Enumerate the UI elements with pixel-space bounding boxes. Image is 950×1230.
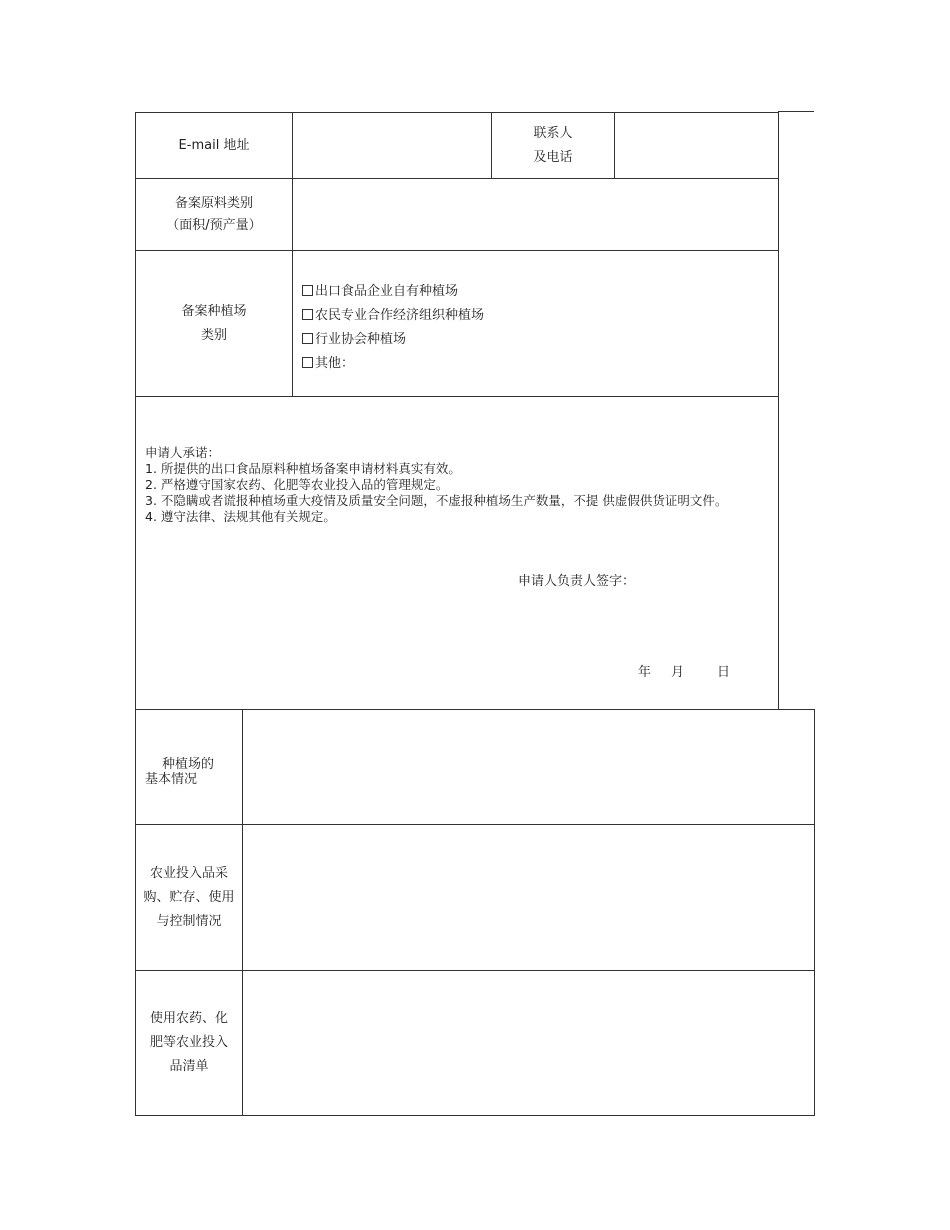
inputs-label-line1: 农业投入品采 <box>149 865 228 881</box>
list-value-cell[interactable] <box>242 970 815 1116</box>
contact-value-cell[interactable] <box>614 112 779 179</box>
farm-basic-value-cell[interactable] <box>242 709 815 825</box>
material-label-line1: 备案原料类别 <box>174 195 253 211</box>
farm-basic-label-cell <box>135 709 243 825</box>
inputs-value-cell[interactable] <box>242 824 815 971</box>
checkbox-icon[interactable] <box>302 357 313 368</box>
promise-item-2: 2. 严格遵守国家农药、化肥等农业投入品的管理规定。 <box>145 477 449 492</box>
inputs-label-cell <box>135 824 243 971</box>
farm-type-label-cell <box>135 250 293 397</box>
farm-type-option-other[interactable]: 其他： <box>302 352 778 376</box>
promise-item-1: 1. 所提供的出口食品原料种植场备案申请材料真实有效。 <box>145 461 461 476</box>
signature-label: 申请人负责人签字： <box>518 574 636 589</box>
list-label-line2: 肥等农业投入 <box>149 1035 228 1050</box>
list-label-cell <box>135 970 243 1116</box>
list-label-line1: 使用农药、化 <box>149 1011 228 1026</box>
contact-label-cell <box>491 112 615 179</box>
material-value-cell[interactable] <box>292 178 779 251</box>
promise-heading: 申请人承诺： <box>145 445 221 460</box>
contact-label-line1: 联系人 <box>533 125 573 141</box>
list-label-line3: 品清单 <box>169 1059 209 1074</box>
promise-item-3: 3. 不隐瞒或者谎报种植场重大疫情及质量安全问题，不虚报种植场生产数量，不提 供虚假供货证明文件。 <box>145 493 728 508</box>
email-value-cell[interactable] <box>292 112 492 179</box>
inputs-label-line2: 购、贮存、使用 <box>143 889 235 905</box>
farm-type-options-cell <box>292 250 779 397</box>
checkbox-icon[interactable] <box>302 309 313 320</box>
checkbox-icon[interactable] <box>302 285 313 296</box>
date-year: 年 <box>638 665 652 680</box>
contact-label-line2: 及电话 <box>533 149 573 165</box>
farm-type-option-own[interactable]: 出口食品企业自有种植场 <box>302 280 778 304</box>
material-label-cell <box>135 178 293 251</box>
promise-text <box>145 445 770 525</box>
date-month: 月 <box>671 665 685 680</box>
farm-basic-label-line1: 种植场的 <box>162 757 215 772</box>
inputs-label-line3: 与控制情况 <box>156 913 222 929</box>
email-label-cell <box>135 112 293 179</box>
material-label-line2: （面积/预产量） <box>166 217 262 233</box>
date-day: 日 <box>717 665 731 680</box>
promise-item-4: 4. 遵守法律、法规其他有关规定。 <box>145 509 336 524</box>
farm-type-label-line1: 备案种植场 <box>181 303 247 319</box>
farm-basic-label-line2: 基本情况 <box>145 772 198 787</box>
checkbox-icon[interactable] <box>302 333 313 344</box>
farm-type-option-association[interactable]: 行业协会种植场 <box>302 328 778 352</box>
top-right-rule <box>778 111 814 112</box>
promise-cell <box>135 396 779 710</box>
farm-type-option-coop[interactable]: 农民专业合作经济组织种植场 <box>302 304 778 328</box>
email-label: E-mail 地址 <box>178 137 250 153</box>
farm-type-label-line2: 类别 <box>200 327 227 343</box>
